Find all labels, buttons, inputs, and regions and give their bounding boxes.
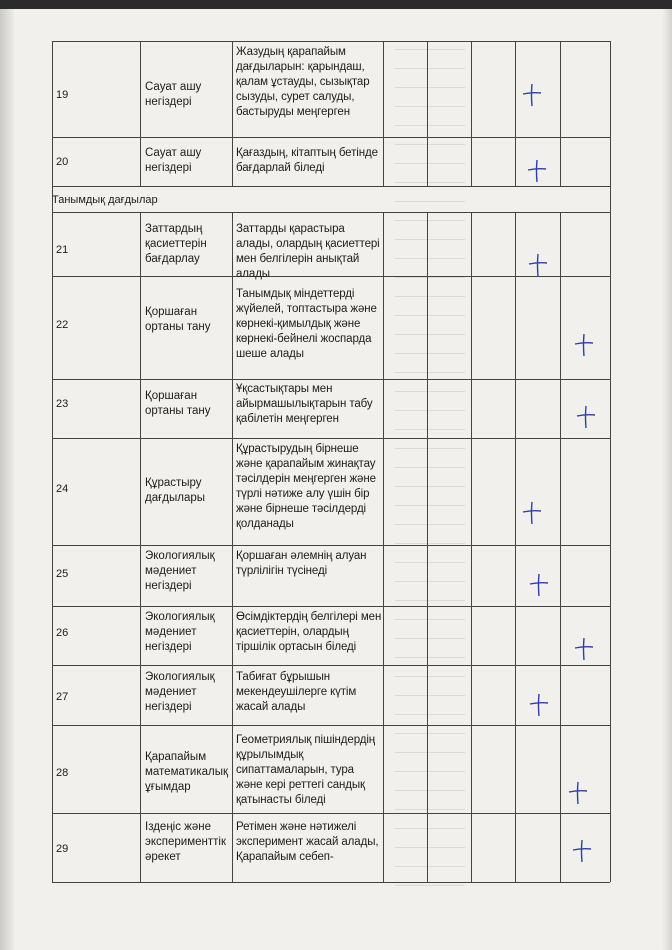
criterion-text: Өсімдіктердің белгілері мен қасиеттерін, олардың тіршілік ортасын біледі bbox=[236, 611, 382, 653]
plus-mark bbox=[566, 780, 590, 806]
area-label: Экологиялық мәдениет негіздері bbox=[145, 671, 215, 713]
row-number: 25 bbox=[56, 568, 69, 580]
row-number: 26 bbox=[56, 627, 69, 639]
area-label: Іздеңіс және эксперименттік әрекет bbox=[145, 821, 226, 863]
plus-mark bbox=[520, 500, 544, 526]
area-label: Сауат ашу негіздері bbox=[145, 81, 202, 108]
area-label: Заттардың қасиеттерін бағдарлау bbox=[145, 223, 207, 265]
criterion-text: Танымдық міндеттерді жүйелей, топтастыра және көрнекі-қимылдық және көрнекі-бейнелі жоспарда шеше алады bbox=[236, 288, 377, 360]
row-number: 23 bbox=[56, 398, 69, 410]
row-number: 20 bbox=[56, 156, 69, 168]
area-label: Қоршаған ортаны тану bbox=[145, 306, 211, 333]
bleed-through bbox=[395, 40, 465, 900]
criterion-text: Қоршаған әлемнің алуан түрлілігін түсінеді bbox=[236, 550, 367, 577]
criterion-text: Қағаздың, кітаптың бетінде бағдарлай біледі bbox=[236, 147, 378, 174]
plus-mark bbox=[574, 404, 598, 430]
criterion-text: Ретімен және нәтижелі эксперимент жасай алады, Қарапайым себеп- bbox=[236, 821, 379, 863]
row-number: 19 bbox=[56, 89, 69, 101]
plus-mark bbox=[570, 838, 594, 864]
row-number: 29 bbox=[56, 843, 69, 855]
criterion-text: Заттарды қарастыра алады, олардың қасиеттері мен белгілерін анықтай алады bbox=[236, 223, 380, 280]
row-number: 27 bbox=[56, 691, 69, 703]
row-number: 22 bbox=[56, 319, 69, 331]
plus-mark bbox=[527, 572, 551, 598]
plus-mark bbox=[527, 692, 551, 718]
criterion-text: Ұқсастықтары мен айырмашылықтарын табу қабілетін меңгерген bbox=[236, 383, 373, 425]
criterion-text: Геометриялық пішіндердің құрылымдық сипаттамаларын, тура және кері реттегі сандық қатынасты біледі bbox=[236, 734, 376, 806]
area-label: Қарапайым математикалық ұғымдар bbox=[145, 751, 229, 793]
row-number: 21 bbox=[56, 244, 69, 256]
area-label: Экологиялық мәдениет негіздері bbox=[145, 550, 215, 592]
area-label: Құрастыру дағдылары bbox=[145, 477, 206, 504]
plus-mark bbox=[520, 82, 544, 108]
row-number: 24 bbox=[56, 483, 69, 495]
row-number: 28 bbox=[56, 767, 69, 779]
area-label: Экологиялық мәдениет негіздері bbox=[145, 611, 215, 653]
criterion-text: Табиғат бұрышын мекендеушілерге күтім жасай алады bbox=[236, 671, 357, 713]
area-label: Қоршаған ортаны тану bbox=[145, 390, 211, 417]
plus-mark bbox=[526, 252, 550, 278]
area-label: Сауат ашу негіздері bbox=[145, 147, 202, 174]
plus-mark bbox=[572, 332, 596, 358]
criterion-text: Жазудың қарапайым дағдыларын: қарындаш, қалам ұстауды, сызықтар сызуды, сурет салуды, бастыруды меңгерген bbox=[236, 46, 370, 118]
section-label: Танымдық дағдылар bbox=[52, 194, 158, 206]
plus-mark bbox=[572, 636, 596, 662]
criterion-text: Құрастырудың бірнеше және қарапайым жинақтау тәсілдерін меңгерген және түрлі нәтиже алу үшін бір және бірнеше тәсілдерді қолданады bbox=[236, 443, 376, 530]
plus-mark bbox=[525, 158, 549, 184]
